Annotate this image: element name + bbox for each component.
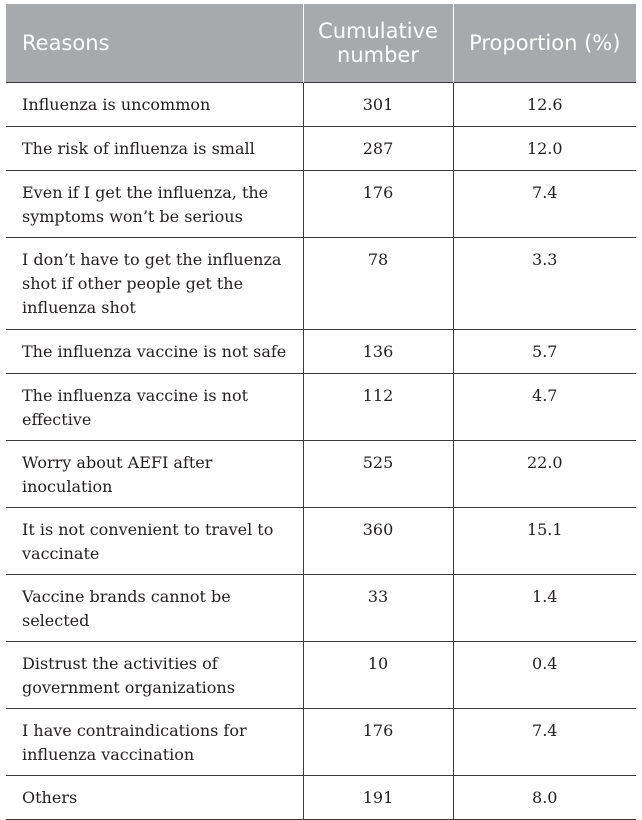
reason-cell: Others <box>6 775 303 819</box>
number-cell: 176 <box>303 170 453 237</box>
reason-cell: The influenza vaccine is not effective <box>6 373 303 440</box>
reason-cell: The influenza vaccine is not safe <box>6 329 303 373</box>
table-row <box>6 373 636 440</box>
reasons-table <box>6 4 636 820</box>
table-header <box>6 4 636 82</box>
proportion-cell: 15.1 <box>453 507 636 574</box>
proportion-cell: 4.7 <box>453 373 636 440</box>
proportion-cell: 7.4 <box>453 170 636 237</box>
table-row <box>6 237 636 329</box>
table-row <box>6 775 636 819</box>
proportion-cell: 7.4 <box>453 708 636 775</box>
table-row <box>6 641 636 708</box>
table-row <box>6 82 636 126</box>
number-cell: 191 <box>303 775 453 819</box>
proportion-cell: 3.3 <box>453 237 636 329</box>
table-row <box>6 170 636 237</box>
proportion-cell: 12.6 <box>453 82 636 126</box>
proportion-cell: 5.7 <box>453 329 636 373</box>
number-cell: 525 <box>303 440 453 507</box>
number-cell: 10 <box>303 641 453 708</box>
number-cell: 287 <box>303 126 453 170</box>
number-cell: 360 <box>303 507 453 574</box>
reason-cell: Even if I get the influenza, the symptoms won’t be serious <box>6 170 303 237</box>
reason-cell: Worry about AEFI after inoculation <box>6 440 303 507</box>
table-row <box>6 126 636 170</box>
table-row <box>6 708 636 775</box>
proportion-cell: 1.4 <box>453 574 636 641</box>
proportion-cell: 12.0 <box>453 126 636 170</box>
number-cell: 33 <box>303 574 453 641</box>
header-row <box>6 4 636 82</box>
number-cell: 112 <box>303 373 453 440</box>
reason-cell: It is not convenient to travel to vaccinate <box>6 507 303 574</box>
table-row <box>6 440 636 507</box>
number-cell: 301 <box>303 82 453 126</box>
proportion-cell: 8.0 <box>453 775 636 819</box>
reason-cell: Influenza is uncommon <box>6 82 303 126</box>
number-cell: 176 <box>303 708 453 775</box>
reason-cell: I have contraindications for influenza vaccination <box>6 708 303 775</box>
number-cell: 78 <box>303 237 453 329</box>
header-cumulative-number: Cumulative number <box>303 4 453 82</box>
proportion-cell: 0.4 <box>453 641 636 708</box>
reason-cell: Distrust the activities of government organizations <box>6 641 303 708</box>
table-row <box>6 329 636 373</box>
reason-cell: I don’t have to get the influenza shot if other people get the influenza shot <box>6 237 303 329</box>
header-reasons: Reasons <box>6 4 303 82</box>
table-body <box>6 82 636 819</box>
header-proportion: Proportion (%) <box>453 4 636 82</box>
reason-cell: The risk of influenza is small <box>6 126 303 170</box>
proportion-cell: 22.0 <box>453 440 636 507</box>
number-cell: 136 <box>303 329 453 373</box>
table-row <box>6 574 636 641</box>
table-row <box>6 507 636 574</box>
reason-cell: Vaccine brands cannot be selected <box>6 574 303 641</box>
